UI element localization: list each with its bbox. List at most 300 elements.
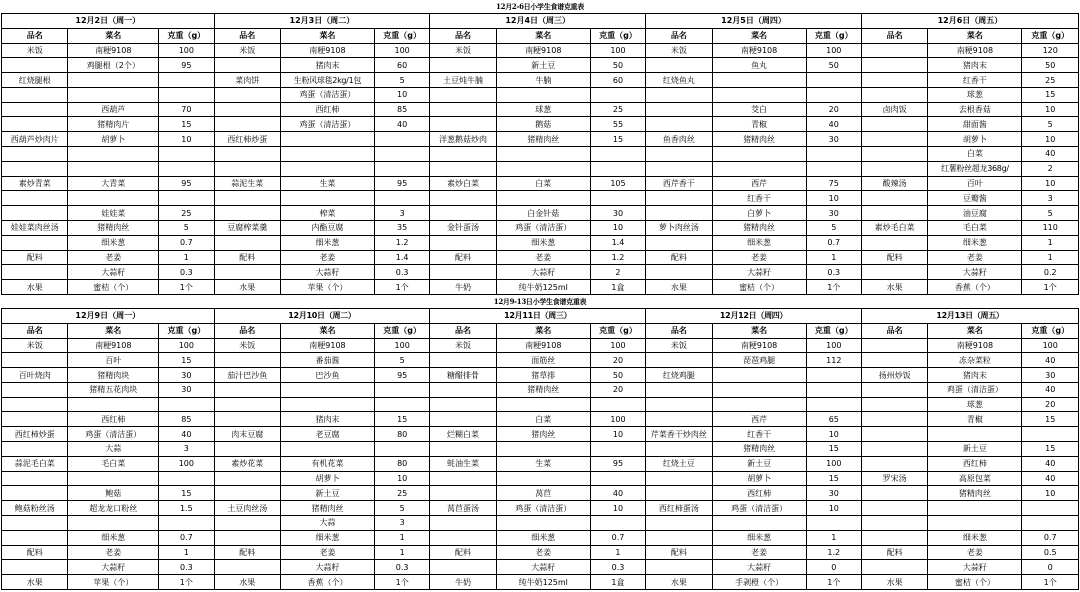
dish-name-cell [430, 471, 496, 486]
ingredient-cell: 老姜 [928, 545, 1022, 560]
weekly-menu-table [1, 13, 1079, 295]
ingredient-cell: 老姜 [712, 250, 806, 265]
dish-name-cell [646, 530, 712, 545]
ingredient-cell: 南粳9108 [928, 43, 1022, 58]
dish-name-cell: 配料 [861, 545, 927, 560]
ingredient-cell [496, 442, 590, 457]
weight-cell: 3 [1022, 191, 1079, 206]
weight-column-header: 克重（g） [159, 28, 214, 43]
dish-name-cell: 蒜泥毛白菜 [2, 456, 68, 471]
dish-name-cell [646, 397, 712, 412]
ingredient-cell [280, 382, 374, 397]
ingredient-cell [496, 191, 590, 206]
dish-name-cell: 红烧鱼丸 [646, 73, 712, 88]
weight-cell: 1个 [375, 575, 430, 590]
dish-name-cell [861, 456, 927, 471]
day-header: 12月6日（周五） [861, 14, 1078, 29]
dish-name-cell [2, 486, 68, 501]
table-row [2, 353, 1079, 368]
dish-column-header: 品名 [430, 28, 496, 43]
weight-cell: 10 [1022, 486, 1079, 501]
dish-name-cell [861, 87, 927, 102]
weight-cell: 100 [159, 456, 214, 471]
ingredient-cell: 球葱 [928, 397, 1022, 412]
dish-name-cell: 糖醋排骨 [430, 368, 496, 383]
ingredient-cell: 细米葱 [496, 235, 590, 250]
ingredient-cell: 大蒜籽 [68, 265, 159, 280]
weight-cell: 1 [1022, 235, 1079, 250]
dish-name-cell [861, 442, 927, 457]
dish-name-cell [2, 397, 68, 412]
ingredient-cell: 琵琶鸡腿 [712, 353, 806, 368]
weight-cell: 0.5 [1022, 545, 1079, 560]
dish-name-cell [430, 560, 496, 575]
weight-cell: 30 [159, 382, 214, 397]
weight-cell: 1 [159, 250, 214, 265]
ingredient-cell: 细米葱 [496, 530, 590, 545]
ingredient-column-header: 菜名 [712, 28, 806, 43]
ingredient-cell: 百叶 [68, 353, 159, 368]
weight-cell [590, 191, 645, 206]
ingredient-cell: 老姜 [280, 545, 374, 560]
weight-cell: 1 [159, 545, 214, 560]
ingredient-cell: 红香干 [712, 191, 806, 206]
weight-cell [1022, 501, 1079, 516]
dish-name-cell: 酸辣汤 [861, 176, 927, 191]
weight-cell: 1 [806, 530, 861, 545]
dish-name-cell: 配料 [430, 545, 496, 560]
dish-name-cell: 米饭 [430, 43, 496, 58]
dish-name-cell [430, 161, 496, 176]
ingredient-cell: 鸡蛋（清洁蛋） [280, 117, 374, 132]
ingredient-cell: 西红柿 [280, 102, 374, 117]
weight-cell [590, 442, 645, 457]
table-row [2, 412, 1079, 427]
dish-name-cell [214, 235, 280, 250]
weight-cell: 3 [375, 515, 430, 530]
weight-cell: 80 [375, 456, 430, 471]
dish-name-cell: 配料 [214, 250, 280, 265]
ingredient-cell: 生粉风球毯2kg/1包 [280, 73, 374, 88]
dish-name-cell [2, 560, 68, 575]
weight-cell [159, 73, 214, 88]
ingredient-cell: 甜面酱 [928, 117, 1022, 132]
dish-name-cell [861, 338, 927, 353]
dish-name-cell: 红烧土豆 [646, 456, 712, 471]
weight-cell: 50 [806, 58, 861, 73]
weight-cell: 30 [806, 206, 861, 221]
dish-name-cell [214, 58, 280, 73]
dish-name-cell: 水果 [2, 575, 68, 590]
weight-cell: 10 [375, 471, 430, 486]
weight-cell: 40 [1022, 471, 1079, 486]
weight-cell: 50 [590, 368, 645, 383]
dish-name-cell [2, 235, 68, 250]
ingredient-cell [712, 73, 806, 88]
weight-cell: 30 [159, 368, 214, 383]
dish-name-cell [861, 191, 927, 206]
table-row [2, 206, 1079, 221]
day-header: 12月5日（周四） [646, 14, 862, 29]
dish-name-cell [430, 515, 496, 530]
ingredient-cell: 南粳9108 [68, 43, 159, 58]
dish-name-cell: 素炒毛白菜 [861, 220, 927, 235]
dish-name-cell [430, 191, 496, 206]
ingredient-cell: 青椒 [712, 117, 806, 132]
table-row [2, 191, 1079, 206]
dish-name-cell [861, 132, 927, 147]
table-row [2, 235, 1079, 250]
ingredient-cell: 猪精五花肉块 [68, 382, 159, 397]
dish-name-cell [214, 397, 280, 412]
ingredient-cell: 手剥橙（个） [712, 575, 806, 590]
ingredient-cell: 鲍菇 [68, 486, 159, 501]
dish-name-cell [430, 397, 496, 412]
dish-name-cell [861, 353, 927, 368]
weight-cell: 1.4 [590, 235, 645, 250]
table-row [2, 382, 1079, 397]
ingredient-cell: 番茄酱 [280, 353, 374, 368]
dish-name-cell [430, 486, 496, 501]
ingredient-cell [280, 442, 374, 457]
table-row [2, 117, 1079, 132]
weight-cell: 60 [590, 73, 645, 88]
dish-name-cell: 水果 [214, 280, 280, 295]
ingredient-cell: 老姜 [280, 250, 374, 265]
table-row [2, 87, 1079, 102]
weight-cell: 2 [1022, 161, 1079, 176]
dish-name-cell [214, 486, 280, 501]
weight-cell: 10 [1022, 132, 1079, 147]
ingredient-cell [712, 87, 806, 102]
day-header: 12月3日（周二） [214, 14, 430, 29]
weight-cell: 110 [1022, 220, 1079, 235]
weight-cell [375, 397, 430, 412]
dish-name-cell: 西红柿炒蛋 [214, 132, 280, 147]
weight-cell [159, 397, 214, 412]
dish-name-cell [214, 515, 280, 530]
table-row [2, 575, 1079, 590]
dish-name-cell: 水果 [214, 575, 280, 590]
table-row [2, 368, 1079, 383]
dish-name-cell: 素炒花菜 [214, 456, 280, 471]
ingredient-cell: 鸡蛋（清洁蛋） [496, 501, 590, 516]
ingredient-cell [496, 397, 590, 412]
ingredient-cell: 猪肉末 [280, 58, 374, 73]
weight-cell: 5 [806, 220, 861, 235]
ingredient-cell: 猪精肉丝 [280, 501, 374, 516]
dish-name-cell: 配料 [2, 250, 68, 265]
ingredient-cell: 大蒜籽 [928, 265, 1022, 280]
ingredient-cell [68, 397, 159, 412]
ingredient-cell: 青椒 [928, 412, 1022, 427]
day-header: 12月11日（周三） [430, 309, 646, 324]
ingredient-cell: 西红柿 [712, 486, 806, 501]
weight-cell: 95 [374, 176, 429, 191]
weight-cell: 95 [590, 456, 645, 471]
dish-name-cell [861, 530, 927, 545]
ingredient-cell: 白萝卜 [712, 206, 806, 221]
dish-name-cell [861, 161, 927, 176]
dish-name-cell [430, 87, 496, 102]
dish-name-cell [861, 265, 927, 280]
ingredient-cell: 大蒜籽 [280, 560, 374, 575]
weight-cell [806, 515, 861, 530]
weight-cell [374, 161, 429, 176]
dish-name-cell: 鱼香肉丝 [646, 132, 712, 147]
ingredient-cell: 大蒜籽 [496, 560, 590, 575]
ingredient-cell: 豆瓣酱 [928, 191, 1022, 206]
weight-cell: 30 [590, 206, 645, 221]
weight-cell: 100 [374, 43, 429, 58]
dish-name-cell [861, 486, 927, 501]
ingredient-cell: 南粳9108 [712, 338, 806, 353]
weight-cell: 70 [159, 102, 214, 117]
ingredient-cell: 大蒜籽 [928, 560, 1022, 575]
dish-name-cell [646, 515, 712, 530]
dish-name-cell [646, 442, 712, 457]
dish-name-cell [430, 58, 496, 73]
ingredient-cell [68, 161, 159, 176]
ingredient-cell: 红薯粉丝超龙368g/ [928, 161, 1022, 176]
ingredient-cell: 面筋丝 [496, 353, 590, 368]
ingredient-cell: 细米葱 [928, 235, 1022, 250]
ingredient-cell: 大蒜籽 [496, 265, 590, 280]
dish-name-cell: 罗宋汤 [861, 471, 927, 486]
weight-cell: 105 [590, 176, 645, 191]
dish-name-cell: 米饭 [214, 338, 280, 353]
weight-cell: 10 [590, 220, 645, 235]
ingredient-cell: 大蒜 [68, 442, 159, 457]
weight-cell [159, 87, 214, 102]
dish-name-cell: 豆腐榨菜羹 [214, 220, 280, 235]
ingredient-cell [68, 471, 159, 486]
weight-cell: 0 [806, 560, 861, 575]
weight-cell: 55 [590, 117, 645, 132]
dish-name-cell: 西葫芦炒肉片 [2, 132, 68, 147]
table-row [2, 161, 1079, 176]
dish-name-cell [430, 206, 496, 221]
ingredient-cell: 球葱 [928, 87, 1022, 102]
dish-name-cell [646, 87, 712, 102]
table-row [2, 486, 1079, 501]
ingredient-cell: 细米葱 [68, 235, 159, 250]
weight-cell: 10 [1022, 102, 1079, 117]
dish-name-cell [430, 265, 496, 280]
ingredient-cell: 新土豆 [928, 442, 1022, 457]
dish-column-header: 品名 [646, 323, 712, 338]
weight-cell [159, 147, 214, 162]
dish-name-cell [646, 161, 712, 176]
table-row [2, 397, 1079, 412]
weight-column-header: 克重（g） [1022, 323, 1079, 338]
dish-name-cell: 西红柿炒蛋 [2, 427, 68, 442]
dish-name-cell: 配料 [2, 545, 68, 560]
weight-cell [1022, 515, 1079, 530]
ingredient-cell: 西芹 [712, 176, 806, 191]
dish-name-cell [2, 471, 68, 486]
dish-name-cell [214, 265, 280, 280]
dish-name-cell: 菜肉饼 [214, 73, 280, 88]
ingredient-cell: 猪精肉片 [68, 117, 159, 132]
dish-name-cell [2, 117, 68, 132]
weight-column-header: 克重（g） [590, 28, 645, 43]
dish-name-cell: 水果 [2, 280, 68, 295]
ingredient-cell: 细米葱 [712, 235, 806, 250]
weight-cell [806, 397, 861, 412]
dish-name-cell [214, 353, 280, 368]
ingredient-cell: 大蒜籽 [68, 560, 159, 575]
dish-name-cell [646, 471, 712, 486]
dish-name-cell: 米饭 [646, 338, 712, 353]
ingredient-cell: 莴苣 [496, 486, 590, 501]
dish-name-cell [214, 206, 280, 221]
weight-cell: 60 [374, 58, 429, 73]
weight-cell [590, 147, 645, 162]
weight-cell: 1个 [159, 575, 214, 590]
ingredient-cell [496, 471, 590, 486]
dish-name-cell [2, 147, 68, 162]
week-title: 12月2-6日小学生食谱克重表 [496, 2, 584, 11]
ingredient-cell [712, 397, 806, 412]
dish-name-cell [861, 501, 927, 516]
ingredient-cell [280, 161, 374, 176]
table-row [2, 442, 1079, 457]
weight-cell [374, 191, 429, 206]
weight-column-header: 克重（g） [590, 323, 645, 338]
dish-name-cell [2, 87, 68, 102]
dish-name-cell [646, 265, 712, 280]
ingredient-cell: 白菜 [496, 176, 590, 191]
dish-name-cell [2, 265, 68, 280]
ingredient-cell: 蜜桔（个） [68, 280, 159, 295]
dish-name-cell [430, 147, 496, 162]
ingredient-cell: 生菜 [496, 456, 590, 471]
weight-cell [1022, 427, 1079, 442]
weight-cell: 1.2 [590, 250, 645, 265]
dish-name-cell [430, 235, 496, 250]
weight-cell [806, 382, 861, 397]
dish-name-cell [861, 560, 927, 575]
weight-cell: 100 [1022, 338, 1079, 353]
dish-name-cell [2, 191, 68, 206]
ingredient-cell: 新土豆 [712, 456, 806, 471]
dish-name-cell [646, 206, 712, 221]
weight-cell: 20 [590, 353, 645, 368]
weight-cell: 1 [590, 545, 645, 560]
dish-name-cell [430, 102, 496, 117]
weight-cell: 50 [590, 58, 645, 73]
ingredient-column-header: 菜名 [280, 28, 374, 43]
ingredient-cell: 超龙龙口粉丝 [68, 501, 159, 516]
ingredient-cell: 新土豆 [496, 58, 590, 73]
dish-name-cell: 素炒白菜 [430, 176, 496, 191]
weight-cell: 15 [806, 442, 861, 457]
weight-cell [159, 191, 214, 206]
ingredient-cell: 鸡腿根（2个） [68, 58, 159, 73]
weight-cell: 0.7 [590, 530, 645, 545]
ingredient-cell: 白菜 [496, 412, 590, 427]
dish-name-cell: 米饭 [2, 43, 68, 58]
ingredient-cell [68, 147, 159, 162]
day-header-row [2, 309, 1079, 324]
ingredient-cell: 纯牛奶125ml [496, 280, 590, 295]
ingredient-cell: 细米葱 [68, 530, 159, 545]
weight-cell: 0.3 [159, 560, 214, 575]
ingredient-cell [68, 515, 159, 530]
weight-cell: 40 [806, 117, 861, 132]
dish-name-cell [861, 147, 927, 162]
ingredient-cell: 细米葱 [928, 530, 1022, 545]
ingredient-cell: 细米葱 [280, 235, 374, 250]
weight-cell: 100 [590, 412, 645, 427]
dish-name-cell [214, 147, 280, 162]
ingredient-cell: 南粳9108 [712, 43, 806, 58]
ingredient-cell: 大蒜籽 [280, 265, 374, 280]
weight-cell: 1.5 [159, 501, 214, 516]
ingredient-cell: 老姜 [68, 545, 159, 560]
weight-cell: 0.2 [1022, 265, 1079, 280]
ingredient-cell: 细米葱 [712, 530, 806, 545]
ingredient-cell: 南粳9108 [496, 338, 590, 353]
ingredient-column-header: 菜名 [68, 28, 159, 43]
weight-cell: 20 [1022, 397, 1079, 412]
weight-cell: 25 [590, 102, 645, 117]
weight-cell: 95 [375, 368, 430, 383]
ingredient-column-header: 菜名 [928, 323, 1022, 338]
weight-cell: 40 [1022, 147, 1079, 162]
weight-cell: 1 [1022, 250, 1079, 265]
weight-cell [806, 73, 861, 88]
dish-name-cell: 莴苣蛋汤 [430, 501, 496, 516]
dish-column-header: 品名 [430, 323, 496, 338]
weight-cell [806, 161, 861, 176]
column-header-row [2, 28, 1079, 43]
ingredient-cell: 南粳9108 [280, 43, 374, 58]
weight-column-header: 克重（g） [375, 323, 430, 338]
ingredient-cell: 西芹 [712, 412, 806, 427]
ingredient-cell: 鱼丸 [712, 58, 806, 73]
weight-cell [159, 515, 214, 530]
dish-name-cell: 水果 [861, 575, 927, 590]
ingredient-cell [496, 161, 590, 176]
table-row [2, 456, 1079, 471]
ingredient-cell [280, 132, 374, 147]
ingredient-cell: 老姜 [68, 250, 159, 265]
dish-name-cell [214, 412, 280, 427]
ingredient-cell: 鸡蛋（清洁蛋） [68, 427, 159, 442]
weight-cell: 1 [806, 250, 861, 265]
weight-cell: 10 [374, 87, 429, 102]
table-row [2, 530, 1079, 545]
weight-cell: 0 [1022, 560, 1079, 575]
ingredient-cell: 细米葱 [280, 530, 374, 545]
ingredient-cell: 鸡蛋（清洁蛋） [280, 87, 374, 102]
ingredient-cell: 鹅菇 [496, 117, 590, 132]
weight-cell: 1个 [1022, 280, 1079, 295]
ingredient-cell: 去根香菇 [928, 102, 1022, 117]
weight-cell: 1.2 [374, 235, 429, 250]
ingredient-cell: 内酯豆腐 [280, 220, 374, 235]
weight-cell: 0.7 [1022, 530, 1079, 545]
weight-cell: 1盒 [590, 280, 645, 295]
dish-name-cell: 肉末豆腐 [214, 427, 280, 442]
table-row [2, 58, 1079, 73]
weight-cell [375, 382, 430, 397]
ingredient-cell [712, 161, 806, 176]
table-row [2, 515, 1079, 530]
dish-name-cell [2, 442, 68, 457]
